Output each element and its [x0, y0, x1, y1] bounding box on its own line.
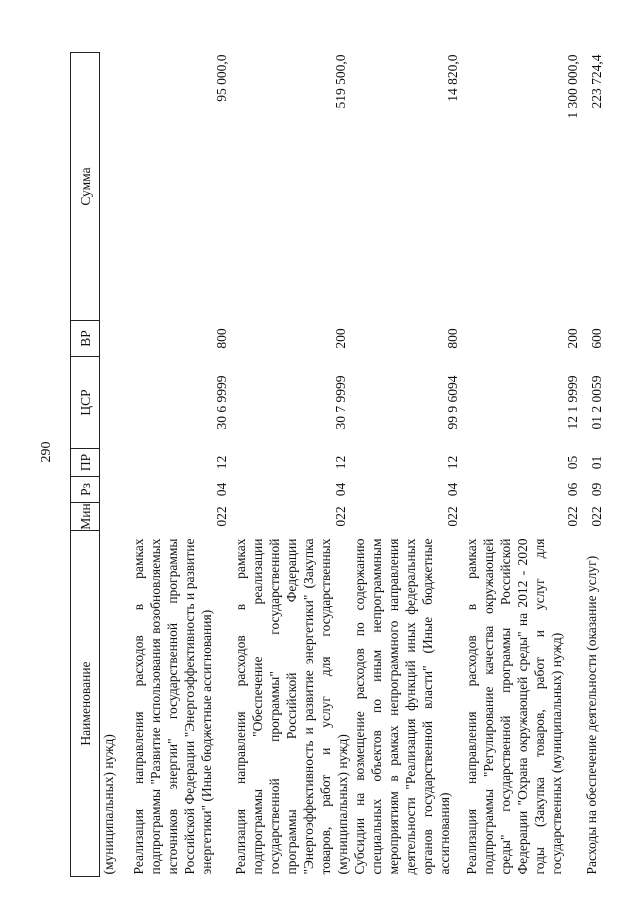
row-rz: 09	[589, 482, 604, 497]
row-sum: 14 820,0	[445, 54, 460, 102]
row-rz: 04	[445, 482, 460, 497]
table-row	[100, 53, 131, 877]
row-name: Расходы на обеспечение деятельности (оказание услуг)	[584, 555, 599, 875]
row-vr: 800	[214, 328, 229, 349]
row-rz	[100, 477, 131, 503]
row-name: Реализация направления расходов в рамках подпрограммы "Развитие использования возобновляемых источников энергии" государственной программы Российской Федерации "Энергоэффективность и развитие энергетики" (Иные бюджетные ассигнования)	[131, 538, 214, 875]
header-csr: ЦСР	[71, 357, 100, 449]
row-rz: 04	[214, 482, 229, 497]
row-vr: 600	[589, 328, 604, 349]
row-min: 022	[333, 506, 348, 527]
row-pr	[100, 449, 131, 477]
row-min: 022	[589, 506, 604, 527]
row-min	[100, 503, 131, 531]
row-csr: 30 7 9999	[333, 375, 348, 430]
row-vr: 200	[333, 328, 348, 349]
budget-table	[70, 52, 607, 877]
row-sum: 519 500,0	[333, 54, 348, 109]
row-min: 022	[565, 506, 580, 527]
row-min: 022	[214, 506, 229, 527]
row-rz: 04	[333, 482, 348, 497]
row-name: Реализация направления расходов в рамках подпрограммы "Регулирование качества окружающей среды" государственной программы Российской Федерации "Охрана окружающей среды" на 2012 - 2020 годы (Закупка товаров, работ и услуг для государственных (муниципальных) нужд)	[464, 538, 564, 875]
header-sum: Сумма	[71, 53, 100, 321]
row-name: Реализация направления расходов в рамках подпрограммы "Обеспечение реализации государственной программы" государственной программы Российской Федерации "Энергоэффективность и развитие энергетики" (Закупка товаров, работ и услуг для государственных (муниципальных) нужд)	[233, 538, 350, 875]
header-min: Мин	[71, 503, 100, 531]
table-row	[130, 53, 232, 877]
row-sum: 223 724,4	[589, 54, 604, 109]
row-min: 022	[445, 506, 460, 527]
header-rz: Рз	[71, 477, 100, 503]
row-vr: 800	[445, 328, 460, 349]
row-pr: 01	[589, 455, 604, 470]
table-row	[351, 53, 463, 877]
row-vr: 200	[565, 328, 580, 349]
row-csr: 12 1 9999	[565, 375, 580, 430]
row-rz: 06	[565, 482, 580, 497]
row-pr: 12	[333, 455, 348, 470]
row-csr: 01 2 0059	[589, 375, 604, 430]
page-number: 290	[39, 441, 54, 463]
row-csr: 30 6 9999	[214, 375, 229, 430]
row-name: (муниципальных) нужд)	[101, 734, 116, 875]
header-name: Наименование	[71, 531, 100, 877]
row-csr: 99 9 6094	[445, 375, 460, 430]
rotated-page	[70, 53, 604, 877]
header-vr: ВР	[71, 321, 100, 357]
row-pr: 12	[214, 455, 229, 470]
row-name: Субсидии на возмещение расходов по содержанию специальных объектов по иным непрограммным мероприятиям в рамках непрограммного направления деятельности "Реализация функций иных федеральных органов государственной власти" (Иные бюджетные ассигнования)	[352, 538, 452, 875]
row-pr: 05	[565, 455, 580, 470]
row-pr: 12	[445, 455, 460, 470]
table-row	[463, 53, 583, 877]
row-sum: 95 000,0	[214, 54, 229, 102]
row-csr	[100, 357, 131, 449]
row-vr	[100, 321, 131, 357]
table-row	[232, 53, 351, 877]
table-row	[583, 53, 607, 877]
table-header-row	[71, 53, 100, 877]
header-pr: ПР	[71, 449, 100, 477]
row-sum: 1 300 000,0	[565, 54, 580, 119]
row-sum	[100, 53, 131, 321]
